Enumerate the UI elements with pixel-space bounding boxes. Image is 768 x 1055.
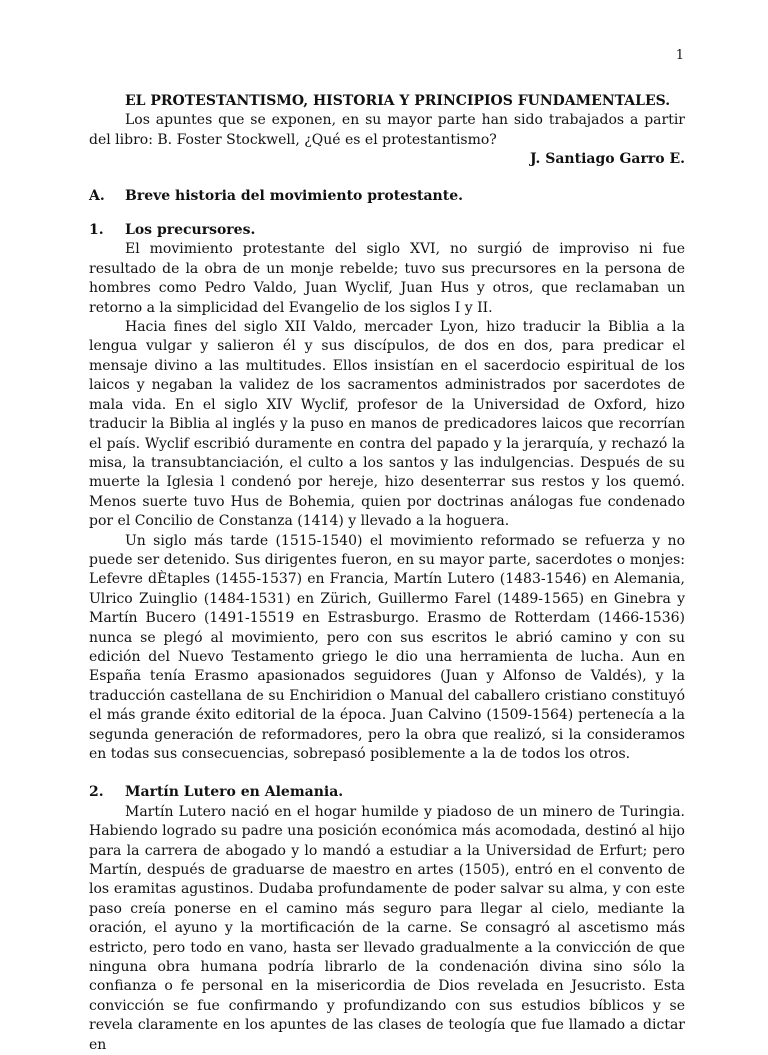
- document-title: EL PROTESTANTISMO, HISTORIA Y PRINCIPIOS FUNDAMENTALES.: [125, 93, 671, 109]
- section-1-heading: [89, 221, 685, 240]
- author-name: J. Santiago Garro E.: [529, 151, 685, 168]
- paragraph-precursores: El movimiento protestante del siglo XVI, no surgió de improviso ni fue resultado de la obra de un monje rebelde; tuvo sus precursores en la persona de hombres como Pedro Valdo, Juan Wyclif, Juan Hus y otros, que reclamaban un retorno a la simplicidad del Evangelio de los siglos I y II.: [89, 241, 685, 316]
- document-body: [89, 92, 685, 1055]
- page-number: 1: [675, 48, 684, 63]
- paragraph-reformadores: Un siglo más tarde (1515-1540) el movimiento reformado se refuerza y no puede ser detenido. Sus dirigentes fueron, en su mayor parte, sacerdotes o monjes: Lefevre dÈtaples (1455-1537) en Francia, Martín Lutero (1483-1546) en Alemania, Ulrico Zuinglio (1484-1531) en Zürich, Guillermo Farel (1489-1565) en Ginebra y Martín Bucero (1491-15519 en Estrasburgo. Erasmo de Rotterdam (1466-1536) nunca se plegó al movimiento, pero con sus escritos le abrió camino y con su edición del Nuevo Testamento griego le dio una herramienta de lucha. Aun en España tenía Erasmo apasionados seguidores (Juan y Alfonso de Valdés), y la traducción castellana de su Enchiridion o Manual del caballero cristiano constituyó el más grande éxito editorial de la época. Juan Calvino (1509-1564) pertenecía a la segunda generación de reformadores, pero la obra que realizó, si la consideramos en todas sus consecuencias, sobrepasó posiblemente a la de todos los otros.: [89, 532, 685, 762]
- section-a-number: A.: [89, 187, 105, 204]
- section-1-title: Los precursores.: [125, 222, 256, 239]
- section-2-heading: [89, 783, 685, 802]
- section-1-number: 1.: [89, 222, 104, 239]
- intro-paragraph: Los apuntes que se exponen, en su mayor parte han sido trabajados a partir del libro: B. Foster Stockwell, ¿Qué es el protestantismo?: [89, 112, 685, 148]
- paragraph-lutero: Martín Lutero nació en el hogar humilde y piadoso de un minero de Turingia. Habiendo logrado su padre una posición económica más acomodada, destinó al hijo para la carrera de abogado y lo mandó a estudiar a la Universidad de Erfurt; pero Martín, después de graduarse de maestro en artes (1505), entró en el convento de los eramitas agustinos. Dudaba profundamente de poder salvar su alma, y con este paso creía ponerse en el camino más seguro para llegar al cielo, mediante la oración, el ayuno y la mortificación de la carne. Se consagró al ascetismo más estricto, pero todo en vano, hasta ser llevado gradualmente a la convicción de que ninguna obra humana podría librarlo de la condenación divina sino sólo la confianza o fe personal en la misericordia de Dios revelada en Jesucristo. Esta convicción se fue confirmando y profundizando con sus estudios bíblicos y se revela claramente en los apuntes de las clases de teología que fue llamado a dictar en: [89, 803, 685, 1053]
- section-2-title: Martín Lutero en Alemania.: [125, 784, 344, 801]
- section-2-number: 2.: [89, 784, 104, 801]
- section-a-heading: [89, 187, 685, 206]
- paragraph-valdo-wyclif-hus: Hacia fines del siglo XII Valdo, mercader Lyon, hizo traducir la Biblia a la lengua vulgar y salieron él y sus discípulos, de dos en dos, para predicar el mensaje divino a las multitudes. Ellos insistían en el sacerdocio espiritual de los laicos y negaban la validez de los sacramentos administrados por sacerdotes de mala vida. En el siglo XIV Wyclif, profesor de la Universidad de Oxford, hizo traducir la Biblia al inglés y la puso en manos de predicadores laicos que recorrían el país. Wyclif escribió duramente en contra del papado y la jerarquía, y rechazó la misa, la transubtanciación, el culto a los santos y las indulgencias. Después de su muerte la Iglesia l condenó por hereje, hizo desenterrar sus restos y los quemó. Menos suerte tuvo Hus de Bohemia, quien por doctrinas análogas fue condenado por el Concilio de Constanza (1414) y llevado a la hoguera.: [89, 319, 685, 530]
- section-a-title: Breve historia del movimiento protestante.: [125, 187, 463, 204]
